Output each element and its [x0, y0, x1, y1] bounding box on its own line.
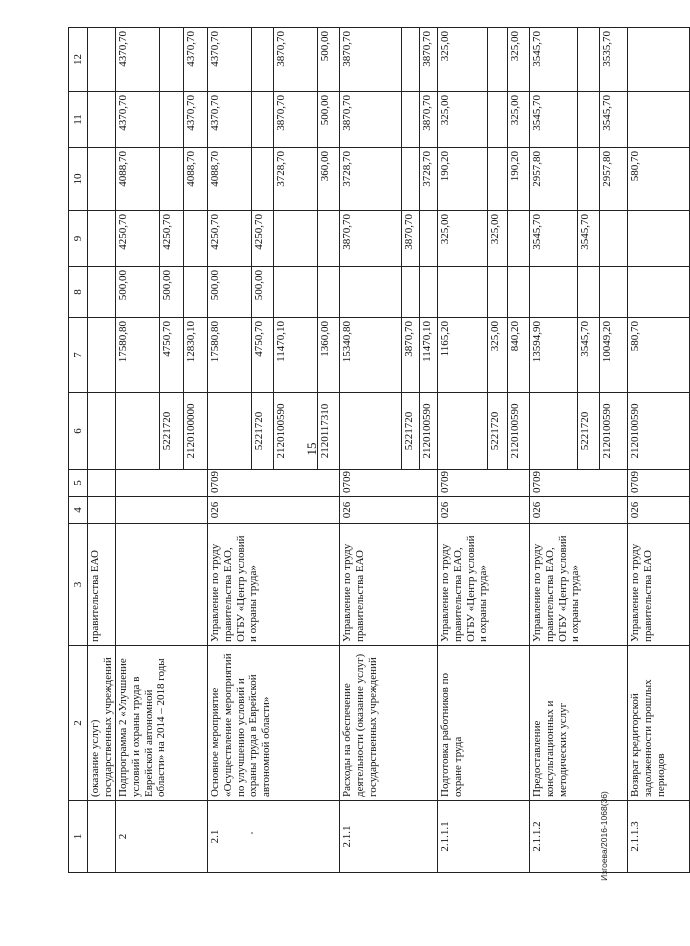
rzpr-code: [116, 470, 208, 497]
target-article-code: 5221720: [252, 393, 274, 470]
rzpr-code: 0709: [340, 470, 438, 497]
empty-cell: [88, 470, 116, 497]
column-header-12: 12: [69, 28, 88, 92]
item-number: 2.1.1.1: [438, 801, 530, 873]
value-2014: [184, 267, 208, 318]
responsible-executor: Управление по труду правительства ЕАО: [340, 524, 438, 646]
value-total: 3870,70: [402, 318, 420, 393]
budget-table: [68, 27, 690, 873]
value-2017: 325,00: [508, 92, 530, 148]
value-2018: 500,00: [318, 28, 340, 92]
column-number-row: [69, 28, 88, 873]
column-header-9: 9: [69, 211, 88, 267]
value-2018: 3545,70: [530, 28, 578, 92]
target-article-code: 2120117310: [318, 393, 340, 470]
document-reference-note: Изгоева/2016-1068(36): [599, 791, 609, 881]
grbs-code: 026: [208, 497, 340, 524]
value-total: 3545,70: [578, 318, 600, 393]
target-article-code: 2120100000: [184, 393, 208, 470]
responsible-executor: Управление по труду правительства ЕАО, ОГБУ «Центр условий и охраны труда»: [438, 524, 530, 646]
item-name: Расходы на обеспечение деятельности (оказание услуг) государственных учреждений: [340, 646, 438, 801]
value-2016: [402, 148, 420, 211]
value-2017: [628, 92, 690, 148]
value-2017: 500,00: [318, 92, 340, 148]
column-header-1: 1: [69, 801, 88, 873]
responsible-executor: [116, 524, 208, 646]
target-article-code: 5221720: [488, 393, 508, 470]
value-2014: [628, 267, 690, 318]
column-header-6: 6: [69, 393, 88, 470]
value-2016: 3728,70: [340, 148, 402, 211]
value-2017: [402, 92, 420, 148]
value-2014: 500,00: [116, 267, 160, 318]
item-name: Основное мероприятие «Осуществление мероприятий по улучшению условий и охраны труда в Еврейской автономной области»: [208, 646, 340, 801]
target-article-code: 5221720: [160, 393, 184, 470]
value-total: 15340,80: [340, 318, 402, 393]
value-total: 10049,20: [600, 318, 628, 393]
value-2014: [530, 267, 578, 318]
value-2017: 3870,70: [420, 92, 438, 148]
rzpr-code: 0709: [438, 470, 530, 497]
item-number: 2: [116, 801, 208, 873]
value-2014: [438, 267, 488, 318]
column-header-2: 2: [69, 646, 88, 801]
rzpr-code: 0709: [530, 470, 628, 497]
empty-cell: [88, 28, 116, 92]
value-total: 1360,00: [318, 318, 340, 393]
value-2014: 500,00: [160, 267, 184, 318]
value-2015: [184, 211, 208, 267]
value-2017: 4370,70: [208, 92, 252, 148]
value-2015: 3545,70: [578, 211, 600, 267]
table-row: [116, 28, 160, 873]
item-name: Подготовка работников по охране труда: [438, 646, 530, 801]
target-article-code: 2120100590: [600, 393, 628, 470]
item-number: 2.1: [208, 801, 340, 873]
target-article-code: 2120100590: [274, 393, 318, 470]
empty-cell: [88, 267, 116, 318]
column-header-11: 11: [69, 92, 88, 148]
value-2018: 3535,70: [600, 28, 628, 92]
value-2015: [628, 211, 690, 267]
value-2015: 325,00: [438, 211, 488, 267]
value-2015: 3870,70: [340, 211, 402, 267]
value-total: 840,20: [508, 318, 530, 393]
target-article-code: [208, 393, 252, 470]
value-total: 325,00: [488, 318, 508, 393]
value-2015: [600, 211, 628, 267]
value-2015: [274, 211, 318, 267]
continuation-cell-name: (оказание услуг) государственных учреждений: [88, 646, 116, 801]
item-number: 2.1.1: [340, 801, 438, 873]
continuation-row: [88, 28, 116, 873]
value-2018: 4370,70: [208, 28, 252, 92]
rzpr-code: 0709: [628, 470, 690, 497]
target-article-code: [438, 393, 488, 470]
responsible-executor: Управление по труду правительства ЕАО: [628, 524, 690, 646]
value-2016: 4088,70: [208, 148, 252, 211]
value-2014: [600, 267, 628, 318]
value-2014: [488, 267, 508, 318]
value-2014: 500,00: [208, 267, 252, 318]
target-article-code: 5221720: [402, 393, 420, 470]
value-2014: [578, 267, 600, 318]
value-2015: 3870,70: [402, 211, 420, 267]
target-article-code: 5221720: [578, 393, 600, 470]
value-2014: [420, 267, 438, 318]
value-total: 17580,80: [208, 318, 252, 393]
value-2017: 3545,70: [600, 92, 628, 148]
value-2018: [402, 28, 420, 92]
value-2017: [488, 92, 508, 148]
value-2015: 3545,70: [530, 211, 578, 267]
continuation-cell-executor: правительства ЕАО: [88, 524, 116, 646]
column-header-5: 5: [69, 470, 88, 497]
value-2018: 3870,70: [274, 28, 318, 92]
value-2016: 360,00: [318, 148, 340, 211]
empty-cell: [88, 92, 116, 148]
column-header-4: 4: [69, 497, 88, 524]
target-article-code: 2120100590: [508, 393, 530, 470]
value-2016: [578, 148, 600, 211]
rzpr-code: 0709: [208, 470, 340, 497]
table-body: [69, 28, 690, 873]
responsible-executor: Управление по труду правительства ЕАО, ОГБУ «Центр условий и охраны труда»: [208, 524, 340, 646]
value-total: 12830,10: [184, 318, 208, 393]
value-total: 11470,10: [420, 318, 438, 393]
value-2018: [628, 28, 690, 92]
table-row: [340, 28, 402, 873]
value-2017: 3870,70: [340, 92, 402, 148]
value-2014: [508, 267, 530, 318]
table-row: [208, 28, 252, 873]
value-2016: [160, 148, 184, 211]
empty-cell: [88, 211, 116, 267]
value-2018: 3870,70: [340, 28, 402, 92]
value-2016: [252, 148, 274, 211]
value-total: 11470,10: [274, 318, 318, 393]
value-2015: 4250,70: [116, 211, 160, 267]
value-2017: 4370,70: [184, 92, 208, 148]
value-total: 13594,90: [530, 318, 578, 393]
value-2017: 4370,70: [116, 92, 160, 148]
item-number: 2.1.1.2: [530, 801, 628, 873]
responsible-executor: Управление по труду правительства ЕАО, ОГБУ «Центр условий и охраны труда»: [530, 524, 628, 646]
column-header-7: 7: [69, 318, 88, 393]
value-2014: [274, 267, 318, 318]
value-total: 4750,70: [160, 318, 184, 393]
value-2018: [252, 28, 274, 92]
value-2018: [160, 28, 184, 92]
value-2017: [578, 92, 600, 148]
value-2014: [340, 267, 402, 318]
continuation-cell-num: [88, 801, 116, 873]
target-article-code: [116, 393, 160, 470]
value-2016: 2957,80: [600, 148, 628, 211]
empty-cell: [88, 497, 116, 524]
column-header-8: 8: [69, 267, 88, 318]
value-2018: 4370,70: [184, 28, 208, 92]
table-row: [438, 28, 488, 873]
target-article-code: 2120100590: [628, 393, 690, 470]
item-number: 2.1.1.3: [628, 801, 690, 873]
value-2015: 325,00: [488, 211, 508, 267]
value-2018: [488, 28, 508, 92]
empty-cell: [88, 393, 116, 470]
value-2017: 3545,70: [530, 92, 578, 148]
item-name: Подпрограмма 2 «Улучшение условий и охраны труда в Еврейской автономной области» на 2014 – 2018 годы: [116, 646, 208, 801]
value-2016: 190,20: [508, 148, 530, 211]
value-2017: 3870,70: [274, 92, 318, 148]
empty-cell: [88, 318, 116, 393]
value-2015: [420, 211, 438, 267]
value-2016: 3728,70: [274, 148, 318, 211]
value-total: 580,70: [628, 318, 690, 393]
value-2018: 3870,70: [420, 28, 438, 92]
page-number: 15: [304, 442, 319, 456]
value-total: 1165,20: [438, 318, 488, 393]
value-2018: 325,00: [508, 28, 530, 92]
grbs-code: 026: [438, 497, 530, 524]
grbs-code: 026: [340, 497, 438, 524]
value-2017: [252, 92, 274, 148]
value-2015: 4250,70: [252, 211, 274, 267]
value-2016: 4088,70: [116, 148, 160, 211]
value-total: 4750,70: [252, 318, 274, 393]
value-2016: 2957,80: [530, 148, 578, 211]
value-2015: [318, 211, 340, 267]
value-2018: 325,00: [438, 28, 488, 92]
value-2016: 3728,70: [420, 148, 438, 211]
table-row: [530, 28, 578, 873]
value-total: 17580,80: [116, 318, 160, 393]
value-2016: [488, 148, 508, 211]
column-header-10: 10: [69, 148, 88, 211]
value-2015: 4250,70: [160, 211, 184, 267]
value-2016: 190,20: [438, 148, 488, 211]
value-2014: 500,00: [252, 267, 274, 318]
target-article-code: 2120100590: [420, 393, 438, 470]
value-2018: [578, 28, 600, 92]
value-2018: 4370,70: [116, 28, 160, 92]
value-2017: [160, 92, 184, 148]
grbs-code: [116, 497, 208, 524]
value-2015: 4250,70: [208, 211, 252, 267]
value-2016: 580,70: [628, 148, 690, 211]
grbs-code: 026: [530, 497, 628, 524]
target-article-code: [530, 393, 578, 470]
value-2014: [318, 267, 340, 318]
table-row: [628, 28, 690, 873]
column-header-3: 3: [69, 524, 88, 646]
target-article-code: [340, 393, 402, 470]
item-name: Возврат кредиторской задолженности прошлых периодов: [628, 646, 690, 801]
value-2015: [508, 211, 530, 267]
value-2016: 4088,70: [184, 148, 208, 211]
grbs-code: 026: [628, 497, 690, 524]
value-2017: 325,00: [438, 92, 488, 148]
item-name: Предоставление консультационных и методических услуг: [530, 646, 628, 801]
value-2014: [402, 267, 420, 318]
empty-cell: [88, 148, 116, 211]
